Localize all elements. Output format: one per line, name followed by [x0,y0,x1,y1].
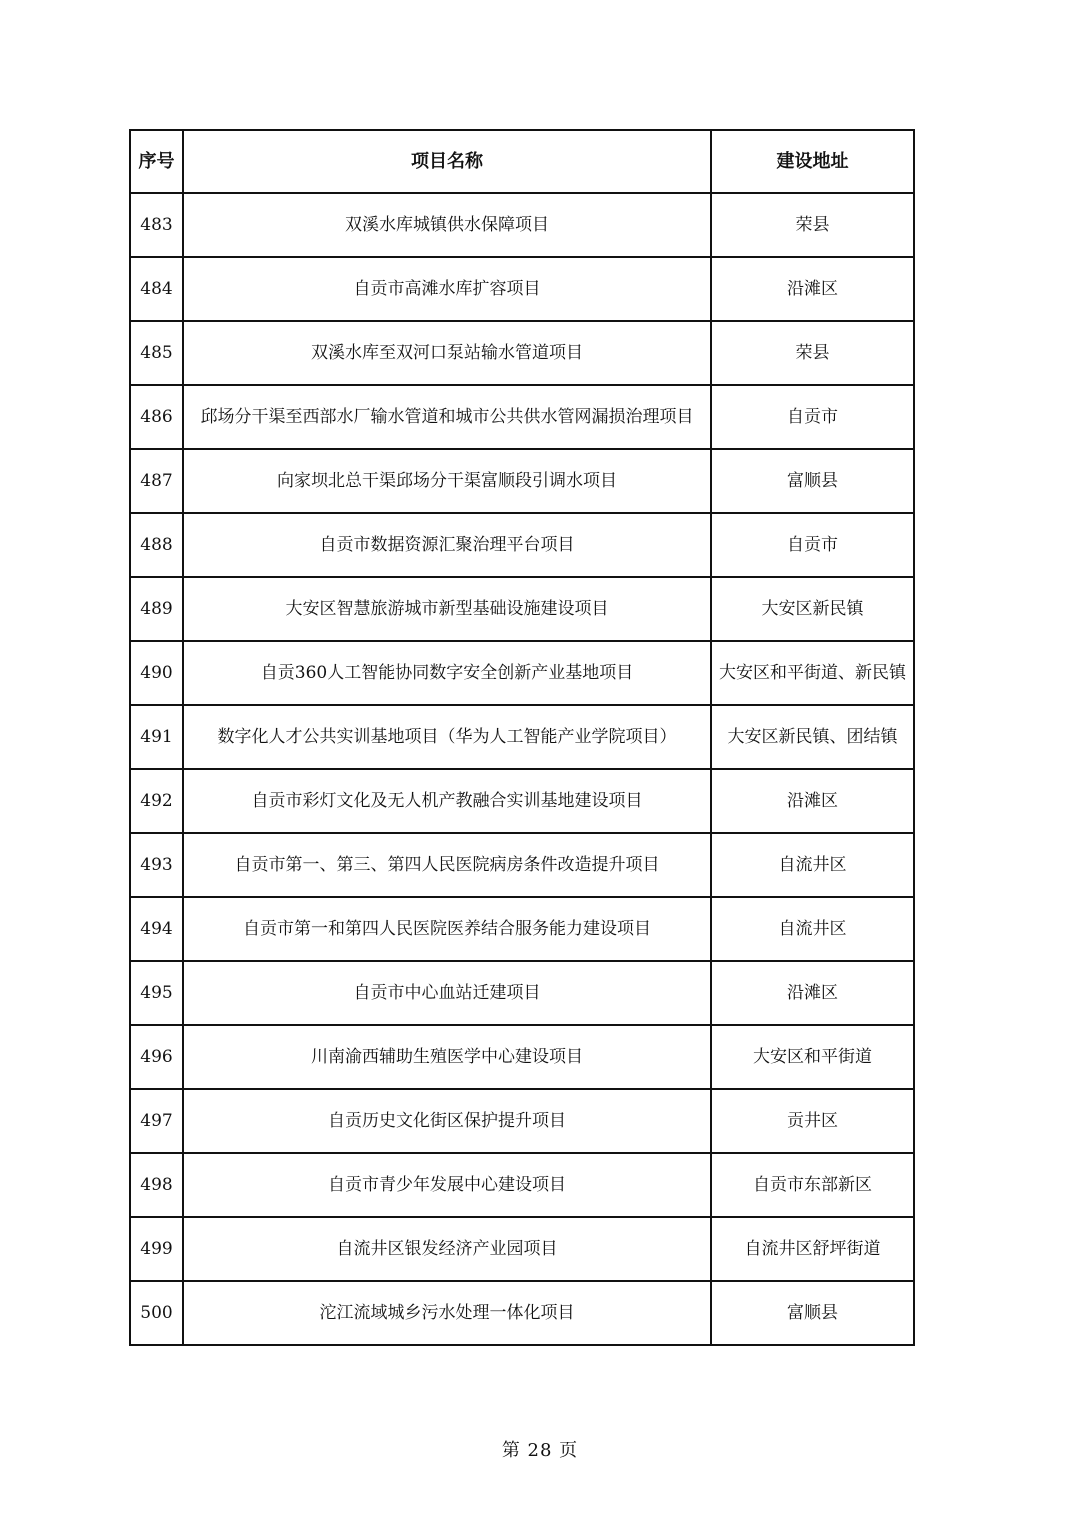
table-row [130,193,914,257]
cell-serial-number: 496 [130,1025,183,1089]
cell-location: 自流井区 [711,897,914,961]
cell-project-name: 邱场分干渠至西部水厂输水管道和城市公共供水管网漏损治理项目 [183,385,711,449]
project-table [129,129,915,1346]
cell-project-name: 双溪水库城镇供水保障项目 [183,193,711,257]
table-row [130,577,914,641]
cell-location: 荣县 [711,193,914,257]
cell-location: 大安区新民镇、团结镇 [711,705,914,769]
table-row [130,897,914,961]
cell-project-name: 自贡市第一和第四人民医院医养结合服务能力建设项目 [183,897,711,961]
cell-serial-number: 495 [130,961,183,1025]
cell-serial-number: 490 [130,641,183,705]
table-row [130,1217,914,1281]
cell-project-name: 双溪水库至双河口泵站输水管道项目 [183,321,711,385]
cell-location: 大安区新民镇 [711,577,914,641]
cell-location: 自贡市 [711,513,914,577]
cell-location: 沿滩区 [711,961,914,1025]
cell-location: 自流井区 [711,833,914,897]
table-row [130,1281,914,1345]
cell-project-name: 沱江流域城乡污水处理一体化项目 [183,1281,711,1345]
cell-serial-number: 483 [130,193,183,257]
table-row [130,321,914,385]
cell-project-name: 自贡市中心血站迁建项目 [183,961,711,1025]
cell-serial-number: 498 [130,1153,183,1217]
table-row [130,833,914,897]
cell-serial-number: 488 [130,513,183,577]
cell-location: 贡井区 [711,1089,914,1153]
cell-serial-number: 489 [130,577,183,641]
cell-serial-number: 492 [130,769,183,833]
table-row [130,1153,914,1217]
cell-location: 大安区和平街道、新民镇 [711,641,914,705]
table-row [130,385,914,449]
cell-project-name: 自流井区银发经济产业园项目 [183,1217,711,1281]
cell-project-name: 川南渝西辅助生殖医学中心建设项目 [183,1025,711,1089]
cell-serial-number: 487 [130,449,183,513]
cell-location: 富顺县 [711,449,914,513]
cell-location: 大安区和平街道 [711,1025,914,1089]
cell-location: 沿滩区 [711,769,914,833]
cell-project-name: 自贡市彩灯文化及无人机产教融合实训基地建设项目 [183,769,711,833]
cell-location: 沿滩区 [711,257,914,321]
cell-project-name: 大安区智慧旅游城市新型基础设施建设项目 [183,577,711,641]
cell-serial-number: 485 [130,321,183,385]
cell-location: 荣县 [711,321,914,385]
table-header-row [130,130,914,193]
header-project-name: 项目名称 [183,130,711,193]
table-row [130,257,914,321]
header-serial-number: 序号 [130,130,183,193]
cell-project-name: 自贡市数据资源汇聚治理平台项目 [183,513,711,577]
table-row [130,769,914,833]
cell-project-name: 自贡历史文化街区保护提升项目 [183,1089,711,1153]
cell-serial-number: 494 [130,897,183,961]
cell-location: 自贡市 [711,385,914,449]
cell-project-name: 数字化人才公共实训基地项目（华为人工智能产业学院项目） [183,705,711,769]
table-body [130,193,914,1345]
page-number: 第 28 页 [501,1440,579,1461]
cell-project-name: 自贡360人工智能协同数字安全创新产业基地项目 [183,641,711,705]
cell-serial-number: 499 [130,1217,183,1281]
cell-location: 自流井区舒坪街道 [711,1217,914,1281]
cell-serial-number: 493 [130,833,183,897]
cell-serial-number: 497 [130,1089,183,1153]
cell-location: 自贡市东部新区 [711,1153,914,1217]
table-row [130,449,914,513]
table-row [130,513,914,577]
cell-location: 富顺县 [711,1281,914,1345]
table-row [130,705,914,769]
cell-serial-number: 486 [130,385,183,449]
header-location: 建设地址 [711,130,914,193]
cell-serial-number: 491 [130,705,183,769]
cell-serial-number: 500 [130,1281,183,1345]
cell-serial-number: 484 [130,257,183,321]
table-row [130,1025,914,1089]
cell-project-name: 向家坝北总干渠邱场分干渠富顺段引调水项目 [183,449,711,513]
table-row [130,961,914,1025]
table-row [130,641,914,705]
cell-project-name: 自贡市第一、第三、第四人民医院病房条件改造提升项目 [183,833,711,897]
table-row [130,1089,914,1153]
cell-project-name: 自贡市高滩水库扩容项目 [183,257,711,321]
cell-project-name: 自贡市青少年发展中心建设项目 [183,1153,711,1217]
